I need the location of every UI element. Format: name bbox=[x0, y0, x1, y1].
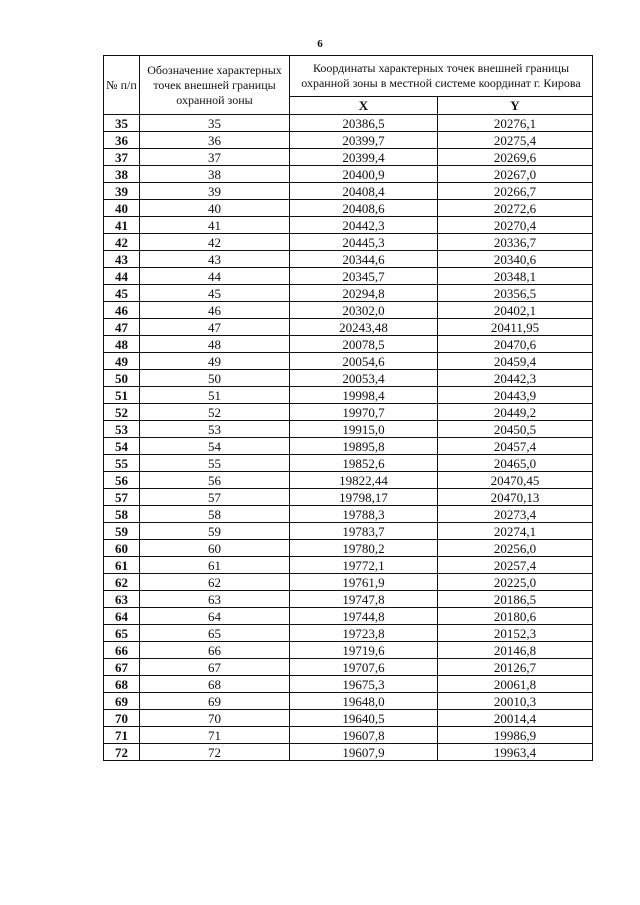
table-row bbox=[104, 455, 593, 472]
point-designation-cell: 47 bbox=[140, 319, 290, 336]
y-coordinate-cell: 20266,7 bbox=[438, 183, 593, 200]
point-designation-cell: 52 bbox=[140, 404, 290, 421]
y-coordinate-cell: 19963,4 bbox=[438, 744, 593, 761]
point-designation-cell: 39 bbox=[140, 183, 290, 200]
point-designation-cell: 40 bbox=[140, 200, 290, 217]
x-coordinate-cell: 19780,2 bbox=[290, 540, 438, 557]
x-coordinate-cell: 19852,6 bbox=[290, 455, 438, 472]
y-coordinate-cell: 20180,6 bbox=[438, 608, 593, 625]
point-designation-cell: 66 bbox=[140, 642, 290, 659]
y-coordinate-cell: 20459,4 bbox=[438, 353, 593, 370]
row-number-cell: 46 bbox=[104, 302, 140, 319]
row-number-cell: 48 bbox=[104, 336, 140, 353]
table-row bbox=[104, 727, 593, 744]
table-row bbox=[104, 115, 593, 132]
point-designation-cell: 70 bbox=[140, 710, 290, 727]
x-coordinate-cell: 19761,9 bbox=[290, 574, 438, 591]
y-coordinate-cell: 20442,3 bbox=[438, 370, 593, 387]
table-row bbox=[104, 438, 593, 455]
x-coordinate-cell: 19895,8 bbox=[290, 438, 438, 455]
y-coordinate-cell: 20126,7 bbox=[438, 659, 593, 676]
row-number-cell: 43 bbox=[104, 251, 140, 268]
x-coordinate-cell: 20408,4 bbox=[290, 183, 438, 200]
table-row bbox=[104, 166, 593, 183]
row-number-cell: 47 bbox=[104, 319, 140, 336]
table-row bbox=[104, 608, 593, 625]
y-coordinate-cell: 20449,2 bbox=[438, 404, 593, 421]
table-row bbox=[104, 421, 593, 438]
table-row bbox=[104, 472, 593, 489]
y-coordinate-cell: 20470,13 bbox=[438, 489, 593, 506]
point-designation-cell: 38 bbox=[140, 166, 290, 183]
table-row bbox=[104, 625, 593, 642]
y-coordinate-cell: 20014,4 bbox=[438, 710, 593, 727]
x-coordinate-cell: 19772,1 bbox=[290, 557, 438, 574]
row-number-cell: 49 bbox=[104, 353, 140, 370]
point-designation-cell: 62 bbox=[140, 574, 290, 591]
x-coordinate-cell: 19970,7 bbox=[290, 404, 438, 421]
row-number-cell: 53 bbox=[104, 421, 140, 438]
table-row bbox=[104, 523, 593, 540]
point-designation-cell: 56 bbox=[140, 472, 290, 489]
x-coordinate-cell: 19640,5 bbox=[290, 710, 438, 727]
table-row bbox=[104, 336, 593, 353]
x-coordinate-cell: 20386,5 bbox=[290, 115, 438, 132]
row-number-cell: 63 bbox=[104, 591, 140, 608]
row-number-cell: 39 bbox=[104, 183, 140, 200]
row-number-cell: 69 bbox=[104, 693, 140, 710]
point-designation-cell: 57 bbox=[140, 489, 290, 506]
row-number-cell: 44 bbox=[104, 268, 140, 285]
table-row bbox=[104, 404, 593, 421]
y-coordinate-cell: 20272,6 bbox=[438, 200, 593, 217]
table-row bbox=[104, 285, 593, 302]
row-number-cell: 45 bbox=[104, 285, 140, 302]
table-row bbox=[104, 744, 593, 761]
row-number-cell: 62 bbox=[104, 574, 140, 591]
y-coordinate-cell: 20275,4 bbox=[438, 132, 593, 149]
point-designation-cell: 49 bbox=[140, 353, 290, 370]
row-number-cell: 58 bbox=[104, 506, 140, 523]
y-coordinate-cell: 20267,0 bbox=[438, 166, 593, 183]
point-designation-cell: 71 bbox=[140, 727, 290, 744]
row-number-cell: 36 bbox=[104, 132, 140, 149]
row-number-cell: 55 bbox=[104, 455, 140, 472]
y-coordinate-cell: 20348,1 bbox=[438, 268, 593, 285]
table-row bbox=[104, 149, 593, 166]
point-designation-cell: 58 bbox=[140, 506, 290, 523]
table-body bbox=[104, 115, 593, 761]
x-coordinate-cell: 20344,6 bbox=[290, 251, 438, 268]
point-designation-cell: 37 bbox=[140, 149, 290, 166]
row-number-cell: 64 bbox=[104, 608, 140, 625]
point-designation-cell: 72 bbox=[140, 744, 290, 761]
y-coordinate-cell: 20411,95 bbox=[438, 319, 593, 336]
table-row bbox=[104, 693, 593, 710]
row-number-cell: 51 bbox=[104, 387, 140, 404]
x-coordinate-cell: 19747,8 bbox=[290, 591, 438, 608]
y-coordinate-cell: 20356,5 bbox=[438, 285, 593, 302]
y-coordinate-cell: 20274,1 bbox=[438, 523, 593, 540]
row-number-cell: 42 bbox=[104, 234, 140, 251]
y-coordinate-cell: 20465,0 bbox=[438, 455, 593, 472]
y-coordinate-cell: 20450,5 bbox=[438, 421, 593, 438]
x-coordinate-cell: 19719,6 bbox=[290, 642, 438, 659]
point-designation-cell: 61 bbox=[140, 557, 290, 574]
x-coordinate-cell: 20294,8 bbox=[290, 285, 438, 302]
x-coordinate-cell: 20442,3 bbox=[290, 217, 438, 234]
y-coordinate-cell: 20276,1 bbox=[438, 115, 593, 132]
point-designation-cell: 59 bbox=[140, 523, 290, 540]
row-number-cell: 37 bbox=[104, 149, 140, 166]
row-number-cell: 38 bbox=[104, 166, 140, 183]
row-number-cell: 35 bbox=[104, 115, 140, 132]
y-coordinate-cell: 20270,4 bbox=[438, 217, 593, 234]
point-designation-cell: 46 bbox=[140, 302, 290, 319]
row-number-cell: 50 bbox=[104, 370, 140, 387]
table-row bbox=[104, 540, 593, 557]
x-coordinate-cell: 19607,9 bbox=[290, 744, 438, 761]
table-row bbox=[104, 234, 593, 251]
header-number: № п/п bbox=[104, 56, 140, 115]
y-coordinate-cell: 20146,8 bbox=[438, 642, 593, 659]
row-number-cell: 61 bbox=[104, 557, 140, 574]
row-number-cell: 59 bbox=[104, 523, 140, 540]
y-coordinate-cell: 20269,6 bbox=[438, 149, 593, 166]
row-number-cell: 56 bbox=[104, 472, 140, 489]
y-coordinate-cell: 20443,9 bbox=[438, 387, 593, 404]
header-y: Y bbox=[438, 97, 593, 115]
y-coordinate-cell: 20257,4 bbox=[438, 557, 593, 574]
x-coordinate-cell: 20400,9 bbox=[290, 166, 438, 183]
point-designation-cell: 51 bbox=[140, 387, 290, 404]
point-designation-cell: 53 bbox=[140, 421, 290, 438]
row-number-cell: 41 bbox=[104, 217, 140, 234]
point-designation-cell: 48 bbox=[140, 336, 290, 353]
x-coordinate-cell: 19798,17 bbox=[290, 489, 438, 506]
x-coordinate-cell: 19822,44 bbox=[290, 472, 438, 489]
x-coordinate-cell: 20345,7 bbox=[290, 268, 438, 285]
point-designation-cell: 60 bbox=[140, 540, 290, 557]
y-coordinate-cell: 20010,3 bbox=[438, 693, 593, 710]
point-designation-cell: 42 bbox=[140, 234, 290, 251]
y-coordinate-cell: 20470,45 bbox=[438, 472, 593, 489]
point-designation-cell: 55 bbox=[140, 455, 290, 472]
table-row bbox=[104, 506, 593, 523]
x-coordinate-cell: 19744,8 bbox=[290, 608, 438, 625]
row-number-cell: 68 bbox=[104, 676, 140, 693]
y-coordinate-cell: 20457,4 bbox=[438, 438, 593, 455]
x-coordinate-cell: 20399,7 bbox=[290, 132, 438, 149]
x-coordinate-cell: 20399,4 bbox=[290, 149, 438, 166]
row-number-cell: 40 bbox=[104, 200, 140, 217]
x-coordinate-cell: 19607,8 bbox=[290, 727, 438, 744]
point-designation-cell: 69 bbox=[140, 693, 290, 710]
y-coordinate-cell: 20402,1 bbox=[438, 302, 593, 319]
coordinates-table bbox=[103, 55, 593, 761]
point-designation-cell: 64 bbox=[140, 608, 290, 625]
x-coordinate-cell: 20054,6 bbox=[290, 353, 438, 370]
point-designation-cell: 68 bbox=[140, 676, 290, 693]
table-row bbox=[104, 642, 593, 659]
header-x: X bbox=[290, 97, 438, 115]
x-coordinate-cell: 19788,3 bbox=[290, 506, 438, 523]
x-coordinate-cell: 20302,0 bbox=[290, 302, 438, 319]
header-coordinates: Координаты характерных точек внешней границы охранной зоны в местной системе координат г. Кирова bbox=[290, 56, 593, 97]
y-coordinate-cell: 20340,6 bbox=[438, 251, 593, 268]
header-point-designation: Обозначение характерных точек внешней границы охранной зоны bbox=[140, 56, 290, 115]
row-number-cell: 66 bbox=[104, 642, 140, 659]
table-row bbox=[104, 676, 593, 693]
y-coordinate-cell: 20186,5 bbox=[438, 591, 593, 608]
point-designation-cell: 50 bbox=[140, 370, 290, 387]
y-coordinate-cell: 19986,9 bbox=[438, 727, 593, 744]
x-coordinate-cell: 19648,0 bbox=[290, 693, 438, 710]
table-row bbox=[104, 268, 593, 285]
table-row bbox=[104, 353, 593, 370]
table-row bbox=[104, 183, 593, 200]
point-designation-cell: 35 bbox=[140, 115, 290, 132]
y-coordinate-cell: 20273,4 bbox=[438, 506, 593, 523]
point-designation-cell: 36 bbox=[140, 132, 290, 149]
x-coordinate-cell: 19783,7 bbox=[290, 523, 438, 540]
x-coordinate-cell: 20053,4 bbox=[290, 370, 438, 387]
table-row bbox=[104, 574, 593, 591]
table-row bbox=[104, 710, 593, 727]
row-number-cell: 71 bbox=[104, 727, 140, 744]
row-number-cell: 70 bbox=[104, 710, 140, 727]
x-coordinate-cell: 20078,5 bbox=[290, 336, 438, 353]
row-number-cell: 67 bbox=[104, 659, 140, 676]
table-row bbox=[104, 489, 593, 506]
table-row bbox=[104, 557, 593, 574]
y-coordinate-cell: 20256,0 bbox=[438, 540, 593, 557]
table-row bbox=[104, 319, 593, 336]
y-coordinate-cell: 20061,8 bbox=[438, 676, 593, 693]
x-coordinate-cell: 20408,6 bbox=[290, 200, 438, 217]
x-coordinate-cell: 19707,6 bbox=[290, 659, 438, 676]
table-row bbox=[104, 387, 593, 404]
y-coordinate-cell: 20152,3 bbox=[438, 625, 593, 642]
point-designation-cell: 67 bbox=[140, 659, 290, 676]
table-row bbox=[104, 200, 593, 217]
x-coordinate-cell: 19998,4 bbox=[290, 387, 438, 404]
row-number-cell: 65 bbox=[104, 625, 140, 642]
point-designation-cell: 44 bbox=[140, 268, 290, 285]
y-coordinate-cell: 20470,6 bbox=[438, 336, 593, 353]
x-coordinate-cell: 20243,48 bbox=[290, 319, 438, 336]
row-number-cell: 57 bbox=[104, 489, 140, 506]
x-coordinate-cell: 19915,0 bbox=[290, 421, 438, 438]
table-row bbox=[104, 591, 593, 608]
point-designation-cell: 45 bbox=[140, 285, 290, 302]
x-coordinate-cell: 20445,3 bbox=[290, 234, 438, 251]
point-designation-cell: 63 bbox=[140, 591, 290, 608]
point-designation-cell: 43 bbox=[140, 251, 290, 268]
page-number: 6 bbox=[317, 38, 323, 50]
point-designation-cell: 65 bbox=[140, 625, 290, 642]
table-row bbox=[104, 659, 593, 676]
table-row bbox=[104, 251, 593, 268]
table-row bbox=[104, 302, 593, 319]
point-designation-cell: 54 bbox=[140, 438, 290, 455]
table-row bbox=[104, 217, 593, 234]
row-number-cell: 54 bbox=[104, 438, 140, 455]
x-coordinate-cell: 19723,8 bbox=[290, 625, 438, 642]
table-row bbox=[104, 132, 593, 149]
point-designation-cell: 41 bbox=[140, 217, 290, 234]
y-coordinate-cell: 20336,7 bbox=[438, 234, 593, 251]
row-number-cell: 60 bbox=[104, 540, 140, 557]
row-number-cell: 72 bbox=[104, 744, 140, 761]
y-coordinate-cell: 20225,0 bbox=[438, 574, 593, 591]
row-number-cell: 52 bbox=[104, 404, 140, 421]
x-coordinate-cell: 19675,3 bbox=[290, 676, 438, 693]
table-row bbox=[104, 370, 593, 387]
